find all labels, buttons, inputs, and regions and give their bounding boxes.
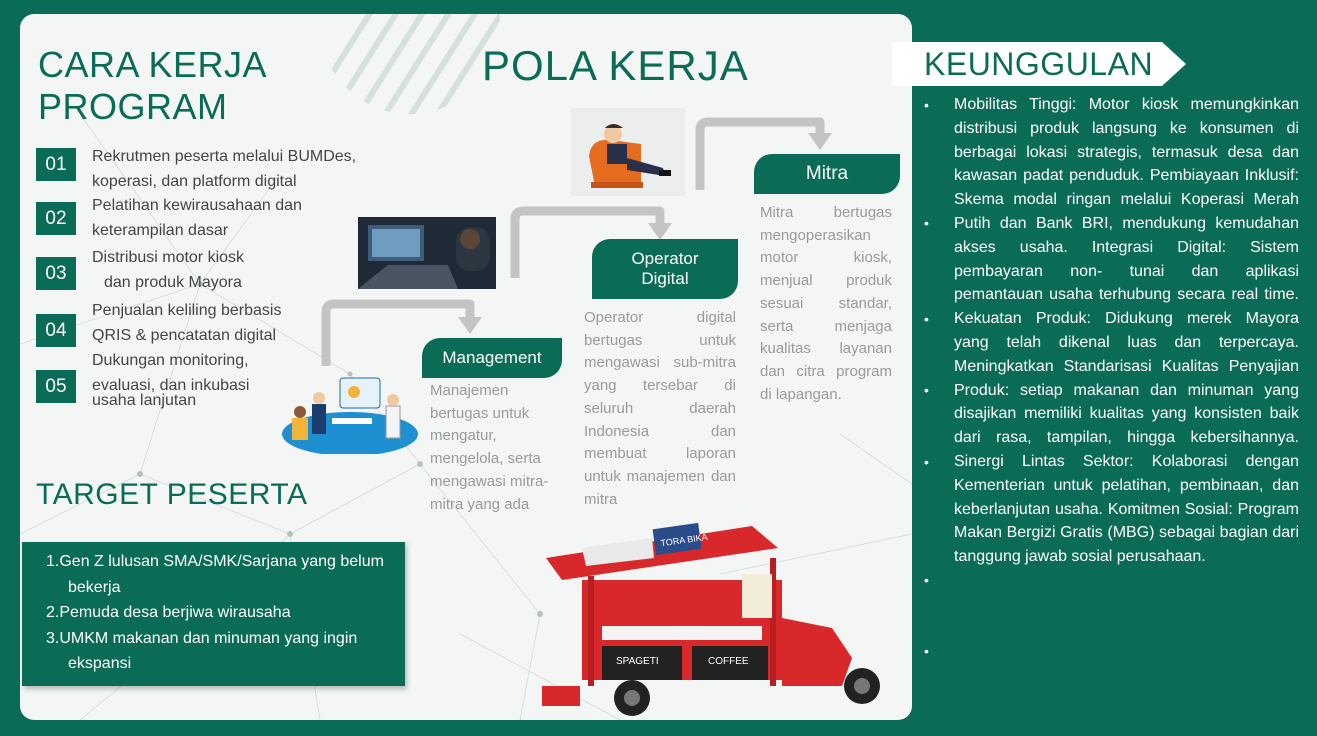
management-label: Management [422, 338, 562, 378]
target-peserta-title: TARGET PESERTA [36, 478, 308, 511]
bullet-dot: • [924, 311, 929, 327]
step-text-03: Distribusi motor kiosk dan produk Mayora [92, 249, 245, 291]
target-list-box [22, 542, 405, 686]
svg-text:COFFEE: COFFEE [708, 656, 749, 667]
bullet-dot: • [924, 215, 929, 231]
step-number-04: 04 [36, 314, 76, 347]
management-description: Manajemen bertugas untuk mengatur, mengelola, serta mengawasi mitra-mitra yang ada [430, 382, 549, 513]
motor-kiosk-illustration [542, 518, 892, 720]
step-text-02: Pelatihan kewirausahaan dan keterampilan dasar [92, 197, 302, 239]
step-text-05: Dukungan monitoring, evaluasi, dan inkubasi usaha lanjutan [92, 352, 250, 409]
cara-kerja-title: CARA KERJA PROGRAM [38, 44, 268, 127]
bullet-dot: • [924, 572, 929, 588]
mitra-description: Mitra bertugas mengoperasikan motor kiosk, menjual produk sesuai standar, serta menjaga kualitas layanan dan citra program di lapangan. [760, 204, 892, 403]
bullet-dot: • [924, 382, 929, 398]
operator-description: Operator digital bertugas untuk mengawasi sub-mitra yang tersebar di seluruh daerah Indonesia dan membuat laporan untuk manajemen dan mitra [584, 309, 736, 508]
main-slide [20, 14, 912, 720]
operator-digital-label: Operator Digital [592, 239, 738, 299]
target-item: 2.Pemuda desa berjiwa wirausaha [46, 604, 291, 621]
target-item: 1.Gen Z lulusan SMA/SMK/Sarjana yang belum bekerja [46, 553, 384, 596]
relaxed-boss-illustration [571, 108, 685, 196]
step-number-02: 02 [36, 202, 76, 235]
step-number-05: 05 [36, 370, 76, 403]
mitra-label: Mitra [754, 154, 900, 194]
bullet-dot: • [924, 97, 929, 113]
bullet-dot: • [924, 454, 929, 470]
svg-text:SPAGETI: SPAGETI [616, 656, 659, 667]
keunggulan-title: KEUNGGULAN [924, 46, 1154, 82]
svg-text:TORA BIKA: TORA BIKA [659, 531, 709, 549]
step-number-01: 01 [36, 148, 76, 181]
pola-kerja-title: POLA KERJA [482, 42, 749, 89]
keunggulan-text: Mobilitas Tinggi: Motor kiosk memungkinkan distribusi produk langsung ke konsumen di berbagai lokasi strategis, termasuk desa dan kawasan padat penduduk. Pembiayaan Inklusif: Skema modal ringan melalui Koperasi Merah Putih dan Bank BRI, mendukung kemudahan akses usaha. Integrasi Digital: Sistem pembayaran non- tunai dan aplikasi pemantauan usaha terhubung secara real time. Kekuatan Produk: Didukung merek Mayora yang telah dikenal luas dan terpercaya. Meningkatkan Standarisasi Kualitas Penyajian Produk: setiap makanan dan minuman yang disajikan memiliki kualitas yang konsisten baik dari rasa, tampilan, hingga kebersihannya. Sinergi Lintas Sektor: Kolaborasi dengan Kementerian untuk pelatihan, pembinaan, dan keberlanjutan usaha. Komitmen Sosial: Program Makan Bergizi Gratis (MBG) sebagai bagian dari tanggung jawab sosial perusahaan. [954, 96, 1299, 566]
laptop-work-photo [358, 217, 496, 289]
bullet-dot: • [924, 643, 929, 659]
team-meeting-illustration [282, 374, 420, 454]
target-item: 3.UMKM makanan dan minuman yang ingin ekspansi [46, 629, 358, 672]
step-text-01: Rekrutmen peserta melalui BUMDes, koperasi, dan platform digital [92, 148, 357, 190]
step-number-03: 03 [36, 257, 76, 290]
step-text-04: Penjualan keliling berbasis QRIS & pencatatan digital [92, 302, 282, 344]
